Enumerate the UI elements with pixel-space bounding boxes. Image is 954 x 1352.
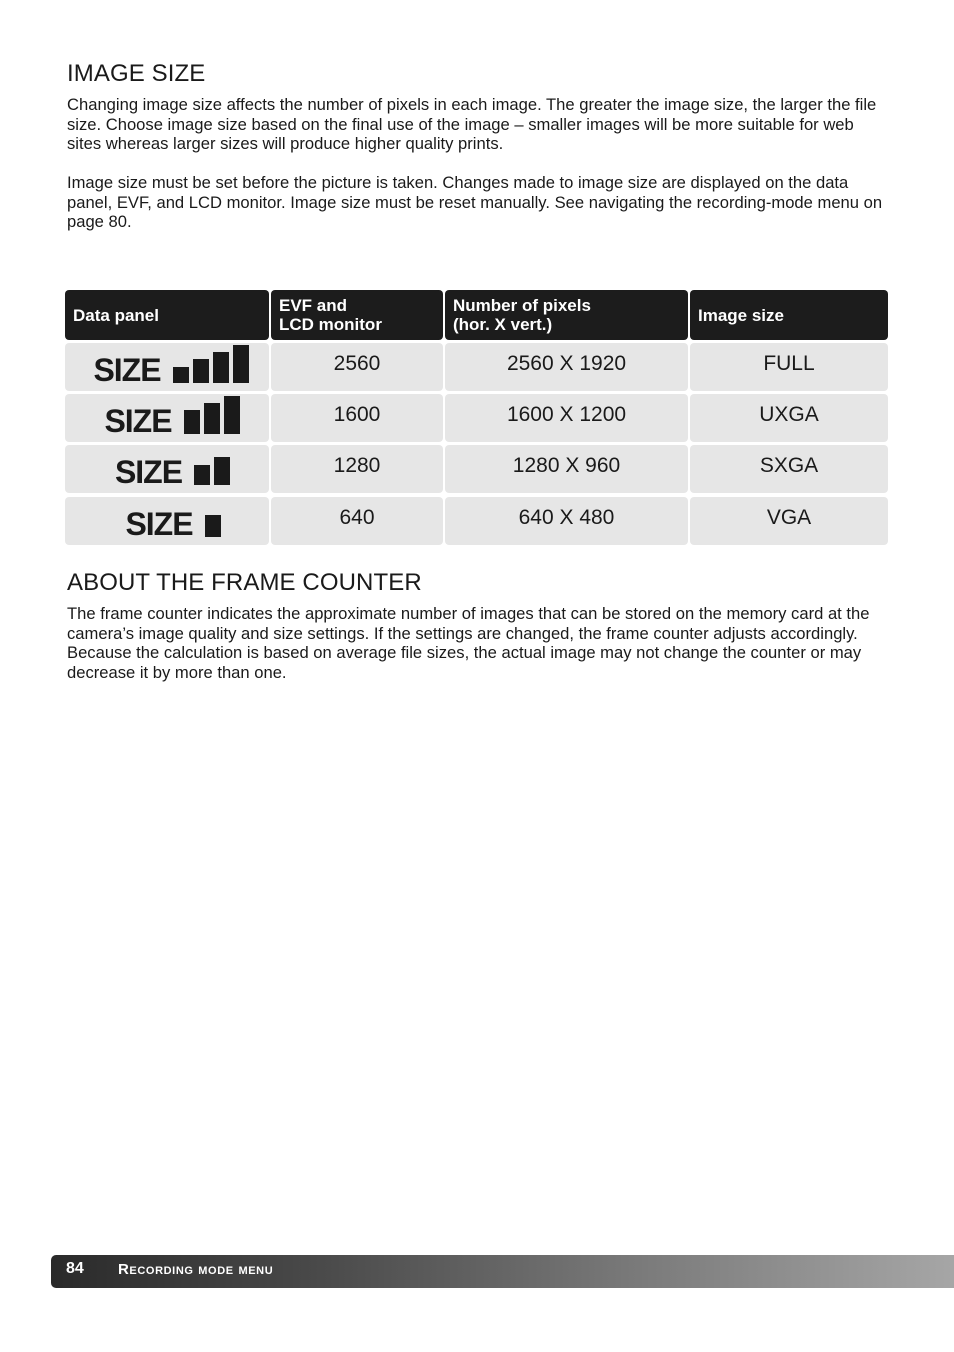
- table-cell-size: VGA: [690, 497, 888, 545]
- size-vga-icon: SIZE: [65, 497, 269, 545]
- table-cell-evf: 1600: [271, 394, 443, 442]
- size-bars-icon: [194, 457, 230, 485]
- image-size-title: IMAGE SIZE: [67, 60, 206, 87]
- table-cell-pixels: 640 X 480: [445, 497, 688, 545]
- size-bars-icon: [173, 345, 249, 383]
- frame-counter-title: ABOUT THE FRAME COUNTER: [67, 569, 422, 596]
- size-sxga-icon: SIZE: [65, 445, 269, 493]
- page-number: 84: [66, 1260, 84, 1277]
- header-evf-lcd: EVF and LCD monitor: [271, 290, 443, 340]
- size-bars-icon: [205, 515, 221, 537]
- section-name: Recording mode menu: [118, 1261, 274, 1278]
- table-cell-pixels: 1600 X 1200: [445, 394, 688, 442]
- table-cell-evf: 2560: [271, 343, 443, 391]
- image-size-paragraph-2: Image size must be set before the picture is taken. Changes made to image size are displayed on the data panel, EVF, and LCD monitor. Image size must be reset manually. See navigating the recording-mode menu on page 80.: [67, 173, 883, 231]
- page-footer: [51, 1255, 954, 1288]
- table-cell-pixels: 1280 X 960: [445, 445, 688, 493]
- header-image-size: Image size: [690, 290, 888, 340]
- size-full-icon: SIZE: [65, 343, 269, 391]
- table-cell-size: SXGA: [690, 445, 888, 493]
- table-cell-evf: 640: [271, 497, 443, 545]
- table-cell-evf: 1280: [271, 445, 443, 493]
- header-data-panel: Data panel: [65, 290, 269, 340]
- image-size-paragraph-1: Changing image size affects the number of pixels in each image. The greater the image size, the larger the file size. Choose image size based on the final use of the image – smaller images will be more suitable for web sites whereas larger sizes will produce higher quality prints.: [67, 95, 877, 153]
- table-cell-pixels: 2560 X 1920: [445, 343, 688, 391]
- table-cell-size: FULL: [690, 343, 888, 391]
- frame-counter-paragraph: The frame counter indicates the approximate number of images that can be stored on the memory card at the camera’s image quality and size settings. If the settings are changed, the frame counter adjusts accordingly. Because the calculation is based on average file sizes, the actual image may not change the counter or may decrease it by more than one.: [67, 604, 870, 682]
- header-pixels: Number of pixels (hor. X vert.): [445, 290, 688, 340]
- size-uxga-icon: SIZE: [65, 394, 269, 442]
- table-cell-size: UXGA: [690, 394, 888, 442]
- size-bars-icon: [184, 396, 240, 434]
